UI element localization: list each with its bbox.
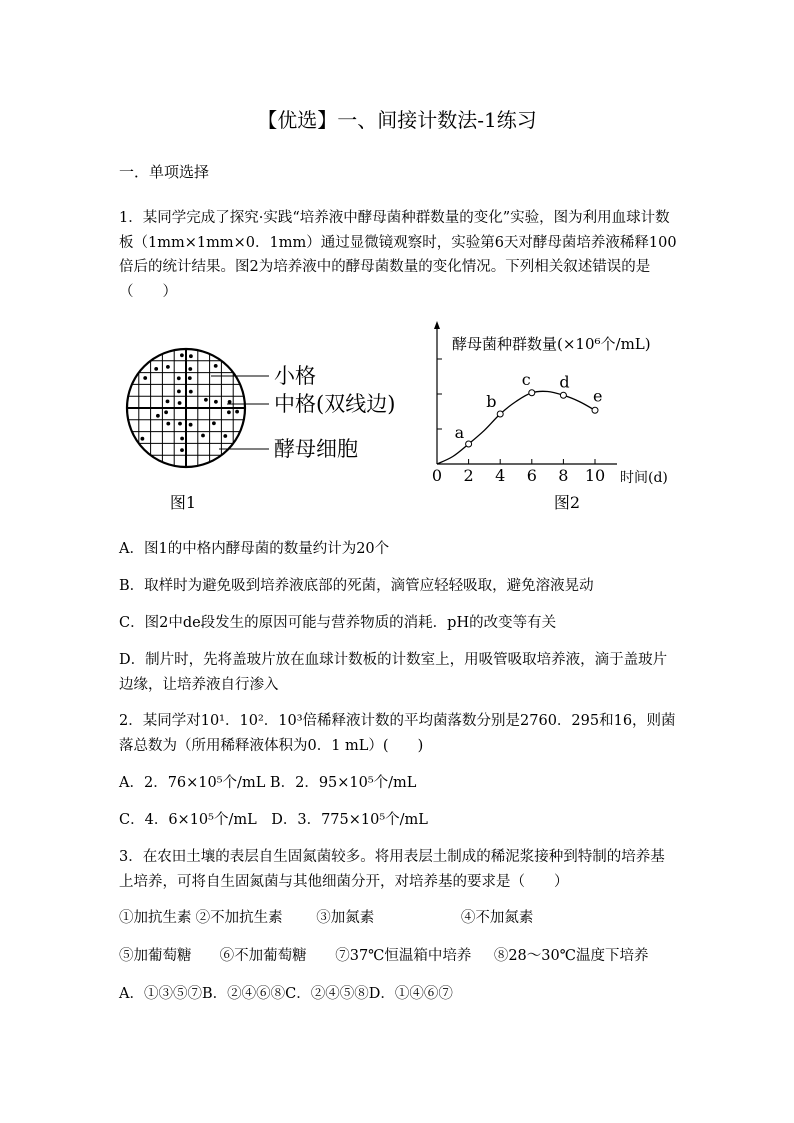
question-1-option-a: A．图1的中格内酵母菌的数量约计为20个 (119, 541, 390, 557)
choice-5: ⑤加葡萄糖 (119, 948, 192, 964)
y-axis-label: 酵母菌种群数量(×10⁶个/mL) (452, 335, 651, 353)
yeast-cell-dot (164, 410, 168, 414)
figures-svg (119, 318, 679, 523)
x-axis-label: 时间(d) (620, 470, 668, 486)
data-point-label-a: a (454, 423, 465, 442)
section-heading: 一．单项选择 (119, 163, 210, 181)
yeast-cell-dot (156, 414, 160, 418)
yeast-cell-dot (154, 367, 158, 371)
yeast-cell-dot (188, 367, 192, 371)
y-axis-arrow (434, 321, 440, 329)
figure-2-caption: 图2 (553, 493, 581, 512)
data-point-label-b: b (486, 392, 497, 411)
question-3-stem: 3．在农田土壤的表层自生固氮菌较多。将用表层土制成的稀泥浆接种到特制的培养基上培养，可将自生固氮菌与其他细菌分开，对培养基的要求是（ ） (119, 849, 665, 890)
data-point-a (466, 441, 472, 447)
choice-1: ①加抗生素 (119, 910, 192, 926)
yeast-cell-dot (178, 422, 182, 426)
page-title: 【优选】一、间接计数法-1练习 (257, 108, 537, 132)
question-1-stem: 1．某同学完成了探究·实践“培养液中酵母菌种群数量的变化”实验，图为利用血球计数板（1mm×1mm×0．1mm）通过显微镜观察时，实验第6天对酵母菌培养液稀释100倍后的统计结果。图2为培养液中的酵母菌数量的变化情况。下列相关叙述错误的是（ ） (119, 210, 677, 300)
x-tick-label: 0 (431, 466, 443, 485)
question-3-answer-options: A．①③⑤⑦B．②④⑥⑧C．②④⑤⑧D．①④⑥⑦ (119, 986, 453, 1002)
label-small-square: 小格 (274, 364, 316, 388)
x-tick-label: 6 (526, 466, 537, 485)
choice-4: ④不加氮素 (460, 910, 534, 926)
yeast-cell-dot (188, 376, 192, 380)
yeast-cell-dot (228, 400, 232, 404)
growth-curve-chart (432, 321, 668, 512)
label-yeast-cell: 酵母细胞 (274, 437, 358, 461)
yeast-cell-dot (180, 353, 184, 357)
counting-chamber-figure (127, 349, 395, 512)
yeast-cell-dot (204, 398, 208, 402)
choice-8: ⑧28～30℃温度下培养 (493, 948, 649, 964)
yeast-cell-dot (189, 354, 193, 358)
yeast-cell-dot (178, 401, 182, 405)
data-point-c (529, 390, 535, 396)
yeast-cell-dot (201, 434, 205, 438)
question-1-option-b: B．取样时为避免吸到培养液底部的死菌，滴管应轻轻吸取，避免溶液晃动 (119, 578, 594, 594)
figure-1-caption: 图1 (169, 493, 197, 512)
yeast-cell-dot (166, 422, 170, 426)
yeast-cell-dot (214, 400, 218, 404)
question-3-choices-row-2 (119, 944, 648, 965)
question-2-stem: 2．某同学对10¹．10²．10³倍稀释液计数的平均菌落数分别是2760．295和16，则菌落总数为（所用稀释液体积为0．1 mL）( ) (119, 713, 676, 754)
yeast-cell-dot (166, 365, 170, 369)
data-point-e (592, 407, 598, 413)
yeast-cell-dot (223, 434, 227, 438)
choice-3: ③加氮素 (316, 910, 375, 926)
yeast-cell-dot (227, 410, 231, 414)
yeast-cell-dot (143, 376, 147, 380)
yeast-cell-dot (189, 390, 193, 394)
choice-2: ②不加抗生素 (195, 910, 283, 926)
data-point-label-e: e (593, 386, 603, 406)
yeast-cell-dot (235, 410, 239, 414)
question-1-option-c: C．图2中de段发生的原因可能与营养物质的消耗．pH的改变等有关 (119, 615, 557, 631)
yeast-cell-dot (189, 423, 193, 427)
data-point-b (497, 411, 503, 417)
yeast-cell-dot (141, 437, 145, 441)
question-1-option-d: D．制片时，先将盖玻片放在血球计数板的计数室上，用吸管吸取培养液，滴于盖玻片边缘，让培养液自行渗入 (119, 652, 668, 693)
question-1-figures (119, 318, 679, 523)
data-point-label-c: c (521, 369, 531, 389)
x-tick-label: 2 (463, 466, 474, 485)
choice-6: ⑥不加葡萄糖 (219, 948, 307, 964)
label-medium-square: 中格(双线边) (274, 392, 396, 416)
yeast-cell-dot (166, 400, 170, 404)
question-2-options-cd: C．4．6×10⁵个/mL D．3．775×10⁵个/mL (119, 812, 428, 828)
yeast-cell-dot (177, 390, 181, 394)
yeast-cell-dot (180, 437, 184, 441)
data-point-d (560, 392, 566, 398)
question-2-options-ab: A．2．76×10⁵个/mL B．2．95×10⁵个/mL (119, 775, 417, 791)
data-point-label-d: d (559, 372, 570, 392)
yeast-cell-dot (177, 376, 181, 380)
x-tick-label: 4 (495, 466, 506, 485)
x-tick-label: 8 (558, 466, 569, 485)
yeast-cell-dot (214, 364, 218, 368)
x-tick-label: 10 (584, 466, 606, 485)
question-3-choices-row-1 (119, 906, 533, 927)
choice-7: ⑦37℃恒温箱中培养 (335, 948, 472, 964)
yeast-cell-dot (180, 448, 184, 452)
yeast-cell-dot (212, 421, 216, 425)
